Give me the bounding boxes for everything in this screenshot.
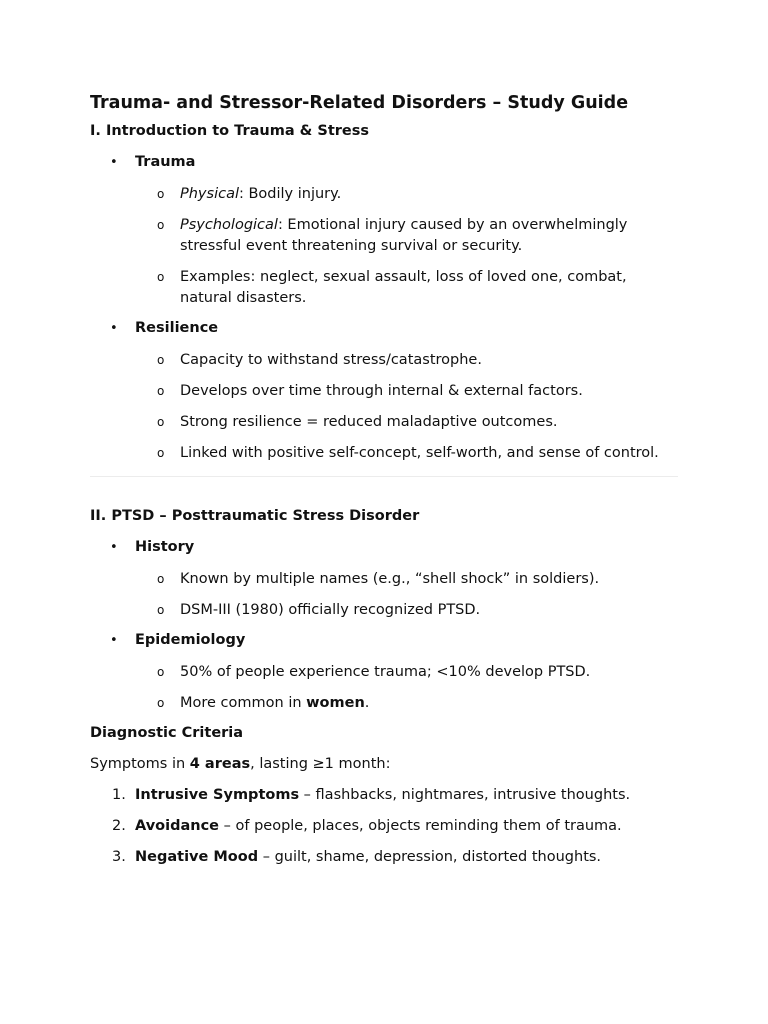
section-1-heading: I. Introduction to Trauma & Stress	[90, 123, 369, 139]
sub-bullet	[90, 267, 678, 309]
bullet-dot: •	[110, 540, 118, 555]
intro-text: Symptoms in	[90, 756, 190, 772]
sub-bullet	[90, 215, 678, 257]
criteria-item	[90, 817, 678, 836]
sub-bullet	[90, 412, 678, 433]
sub-bullet	[90, 662, 678, 683]
sub-bullet-text: More common in	[180, 695, 307, 711]
sub-bullet	[90, 693, 678, 714]
sub-bullet	[90, 350, 678, 371]
sub-bullet-marker: o	[157, 415, 165, 429]
sub-bullet-text: Linked with positive self-concept, self-worth, and sense of control.	[180, 445, 659, 461]
sub-bullet-marker: o	[157, 603, 165, 617]
emphasis-women: women	[306, 695, 365, 711]
bullet-dot: •	[110, 155, 118, 170]
sub-bullet-marker: o	[157, 218, 165, 232]
sub-bullet-text-end: .	[364, 695, 370, 711]
sub-bullet	[90, 381, 678, 402]
sub-bullet-marker: o	[157, 384, 165, 398]
intro-text-end: , lasting ≥1 month:	[250, 756, 391, 772]
section-divider	[90, 476, 678, 477]
sub-bullet	[90, 443, 678, 464]
bullet-dot: •	[110, 633, 118, 648]
bullet-history	[90, 538, 678, 557]
criteria-item	[90, 786, 678, 805]
criteria-number: 2.	[112, 818, 126, 834]
term-psychological: Psychological	[180, 217, 278, 233]
criteria-number: 3.	[112, 849, 126, 865]
sub-bullet-text: DSM-III (1980) officially recognized PTSD.	[180, 602, 481, 618]
term-physical: Physical	[180, 186, 239, 202]
criteria-item	[90, 848, 678, 867]
sub-bullet-text: : Bodily injury.	[238, 186, 342, 202]
diagnostic-intro	[90, 755, 678, 774]
diagnostic-criteria-heading: Diagnostic Criteria	[90, 725, 244, 741]
sub-bullet-marker: o	[157, 187, 165, 201]
criteria-term: Intrusive Symptoms	[135, 787, 300, 803]
bullet-label: History	[135, 539, 195, 555]
emphasis-4-areas: 4 areas	[189, 756, 251, 772]
section-2-heading: II. PTSD – Posttraumatic Stress Disorder	[90, 508, 420, 524]
bullet-trauma	[90, 153, 678, 172]
bullet-dot: •	[110, 321, 118, 336]
sub-bullet-text: : Emotional injury caused by an overwhelmingly stressful event threatening survival or security.	[180, 217, 628, 254]
document-title: Trauma- and Stressor-Related Disorders – Study Guide	[90, 93, 629, 113]
bullet-label: Epidemiology	[135, 632, 246, 648]
study-guide-document	[90, 92, 678, 879]
sub-bullet-marker: o	[157, 572, 165, 586]
sub-bullet-marker: o	[157, 696, 165, 710]
bullet-label: Trauma	[135, 154, 196, 170]
sub-bullet	[90, 600, 678, 621]
criteria-text: – flashbacks, nightmares, intrusive thoughts.	[299, 787, 631, 803]
bullet-resilience	[90, 319, 678, 338]
sub-bullet-marker: o	[157, 446, 165, 460]
sub-bullet-text: Develops over time through internal & external factors.	[180, 383, 583, 399]
sub-bullet-marker: o	[157, 353, 165, 367]
sub-bullet-text: 50% of people experience trauma; <10% develop PTSD.	[180, 664, 591, 680]
criteria-text: – guilt, shame, depression, distorted thoughts.	[258, 849, 602, 865]
sub-bullet-text: Examples: neglect, sexual assault, loss of loved one, combat, natural disasters.	[180, 269, 627, 306]
bullet-epidemiology	[90, 631, 678, 650]
sub-bullet	[90, 184, 678, 205]
criteria-term: Negative Mood	[135, 849, 259, 865]
sub-bullet-text: Capacity to withstand stress/catastrophe.	[180, 352, 482, 368]
sub-bullet-text: Known by multiple names (e.g., “shell shock” in soldiers).	[180, 571, 600, 587]
sub-bullet	[90, 569, 678, 590]
criteria-number: 1.	[112, 787, 126, 803]
criteria-text: – of people, places, objects reminding them of trauma.	[219, 818, 622, 834]
criteria-term: Avoidance	[135, 818, 220, 834]
sub-bullet-text: Strong resilience = reduced maladaptive outcomes.	[180, 414, 558, 430]
sub-bullet-marker: o	[157, 270, 165, 284]
bullet-label: Resilience	[135, 320, 219, 336]
sub-bullet-marker: o	[157, 665, 165, 679]
